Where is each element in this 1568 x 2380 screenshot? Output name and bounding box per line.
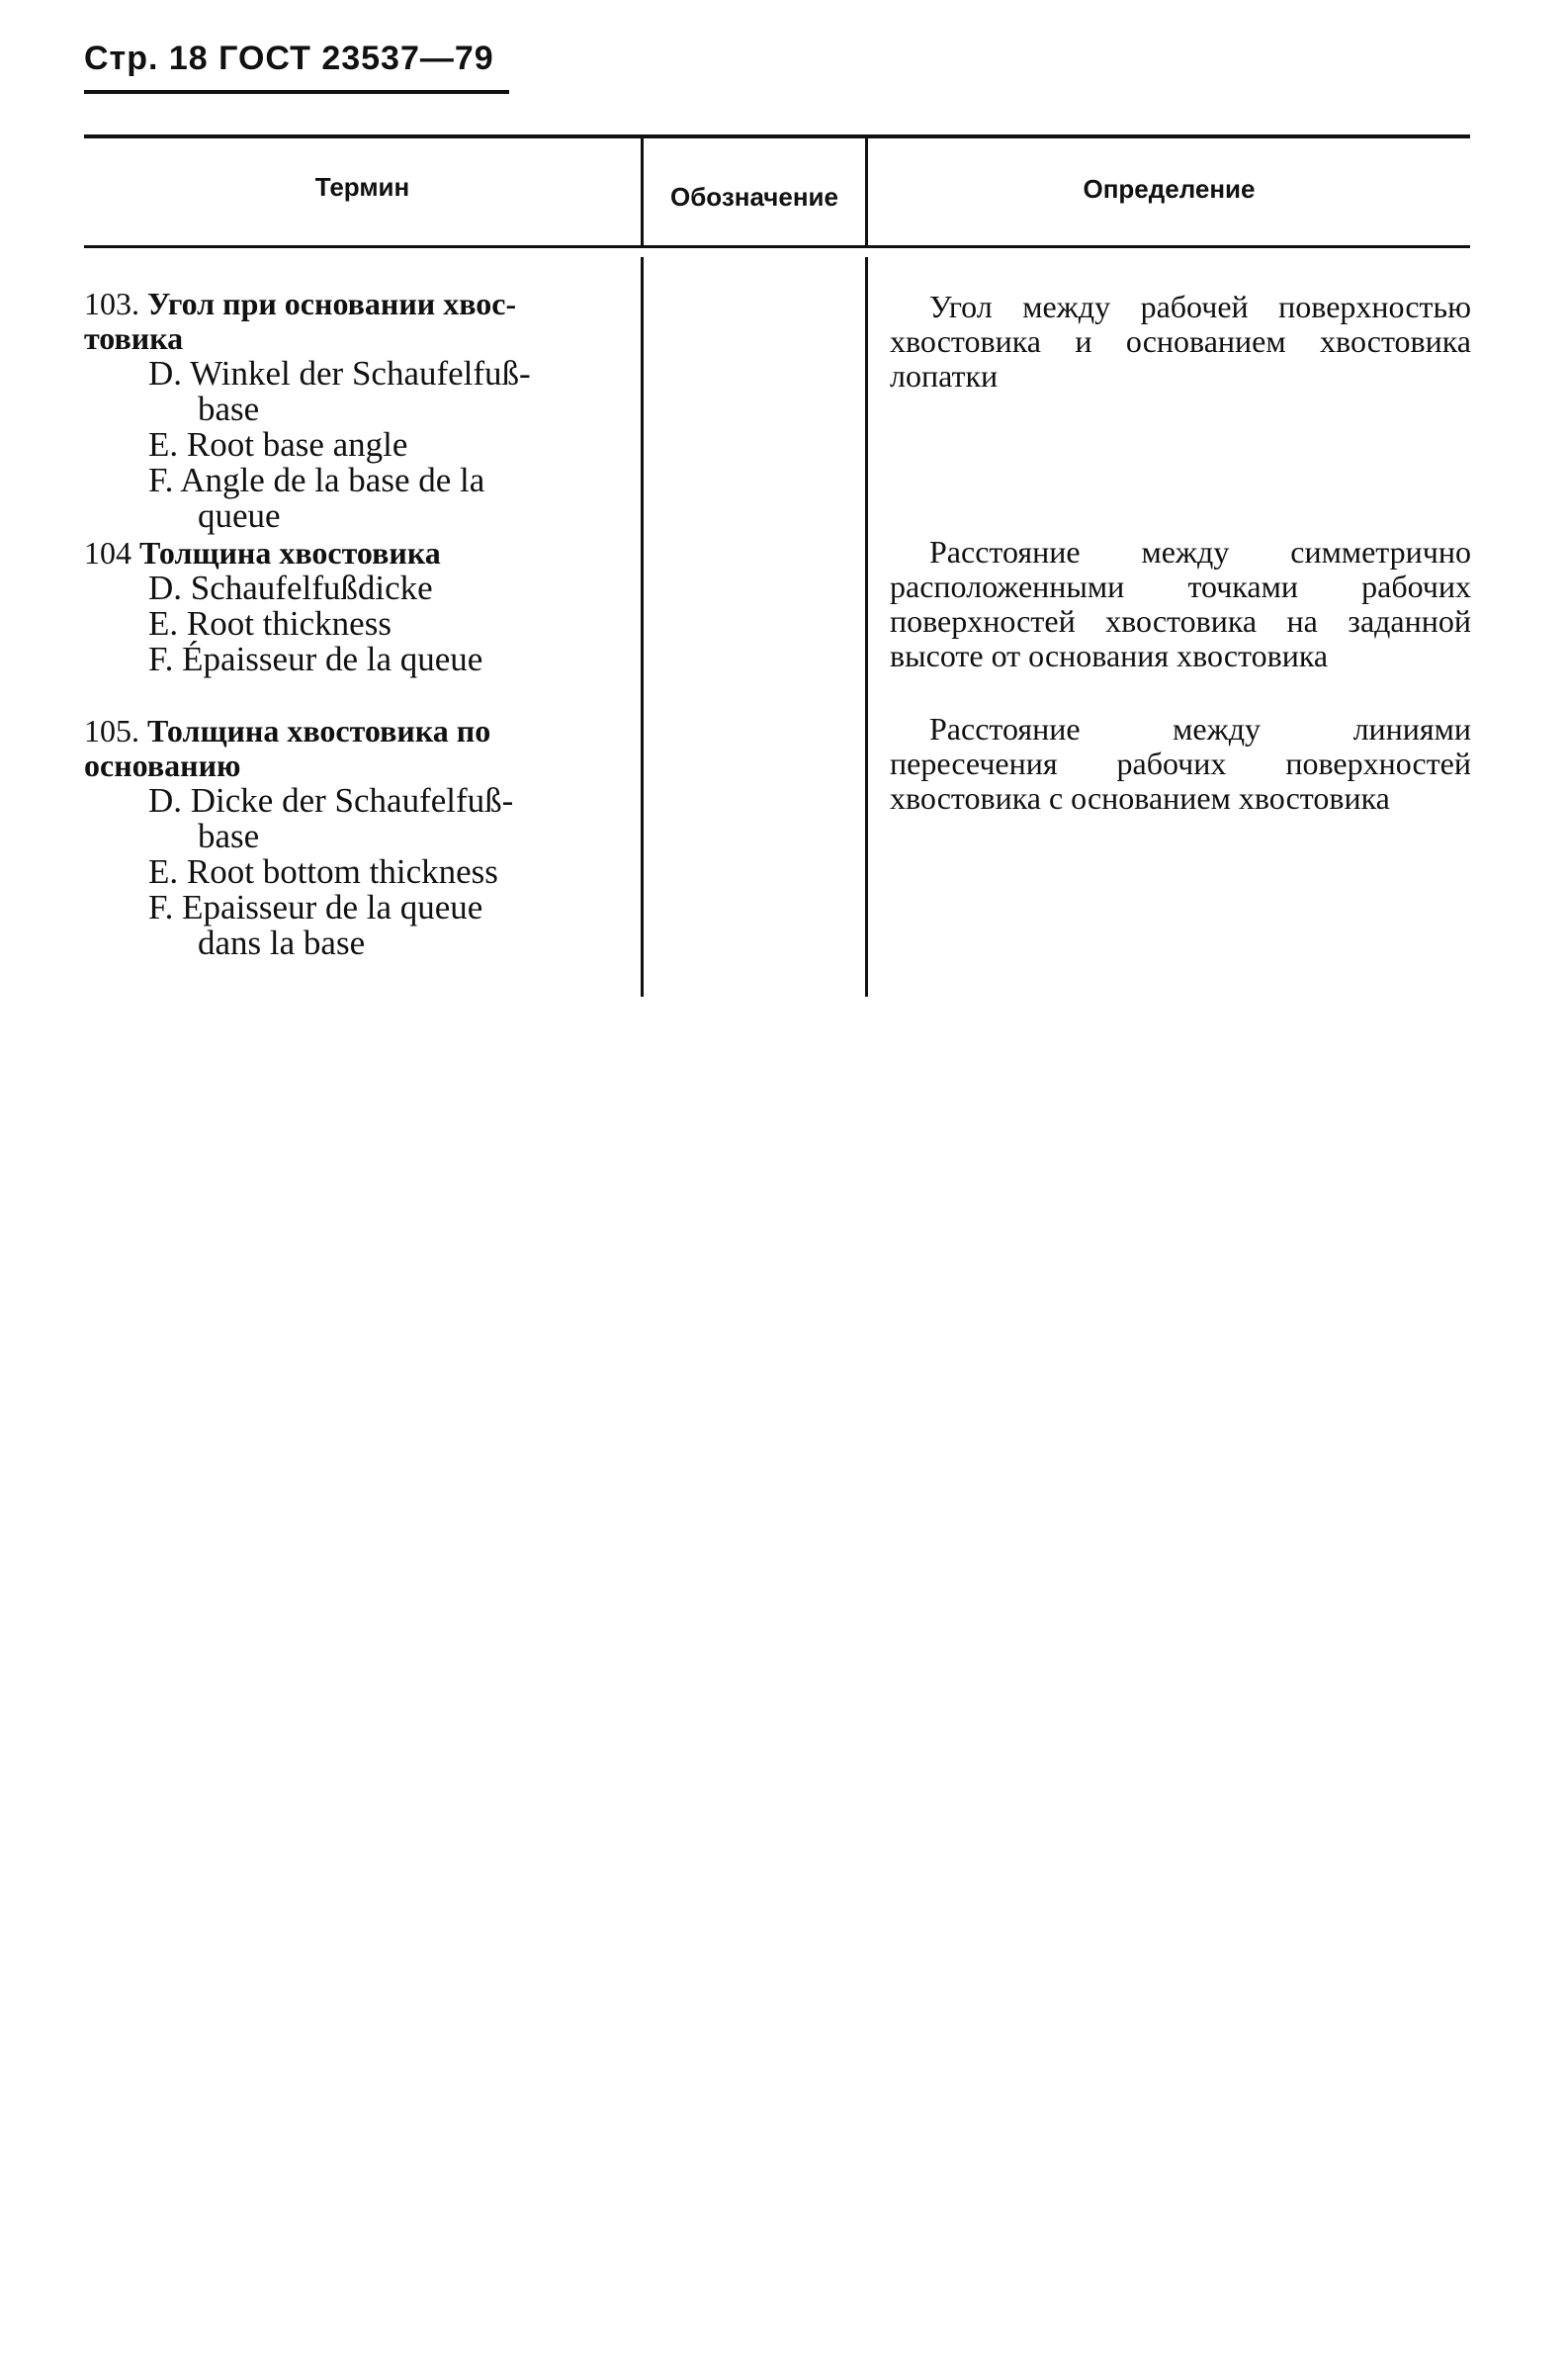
term-de: D. Schaufelfußdicke [148,569,433,607]
header-rule [84,90,509,94]
term-row-103 [84,287,623,534]
term-en: E. Root thickness [148,604,392,643]
term-fr: F. Epaisseur de la queue dans la base [148,888,483,962]
term-ru: Толщина хвостовика по [147,713,491,749]
term-de: D. Dicke der Schaufelfuß- base [148,781,514,855]
column-header-definition: Определение [1083,174,1256,204]
term-title [84,287,623,356]
term-ru: Толщина хвостовика [139,535,441,571]
col-divider-2 [865,257,868,997]
term-title [84,536,623,571]
term-en: E. Root base angle [148,425,408,464]
term-ru-cont: основанию [84,748,241,783]
col-divider-1 [641,257,644,997]
page-header: Стр. 18 ГОСТ 23537—79 [84,40,494,77]
term-row-105 [84,714,623,961]
column-header-symbol: Обозначение [670,182,838,212]
term-number: 103. [84,286,139,321]
definition-105: Расстояние между линиями пересечения рабочих поверхностей хвостовика с основанием хвостовика [890,711,1471,816]
term-fr: F. Épaisseur de la queue [148,640,483,678]
terms-table [84,134,1470,1005]
term-fr: F. Angle de la base de la queue [148,461,485,535]
table-top-rule [84,134,1470,138]
term-title [84,714,623,783]
term-en: E. Root bottom thickness [148,852,498,891]
term-number: 104 [84,535,131,571]
term-number: 105. [84,713,139,749]
definition-103: Угол между рабочей поверхностью хвостовика и основанием хвостовика лопатки [890,289,1471,394]
term-de: D. Winkel der Schaufelfuß- base [148,354,531,428]
term-row-104 [84,536,623,677]
term-ru-cont: товика [84,320,184,356]
column-header-term: Термин [314,172,410,202]
table-header-rule [84,245,1470,248]
term-ru: Угол при основании хвос- [147,286,517,321]
definition-104: Расстояние между симметрично расположенными точками рабочих поверхностей хвостовика на заданной высоте от основания хвостовика [890,534,1471,673]
